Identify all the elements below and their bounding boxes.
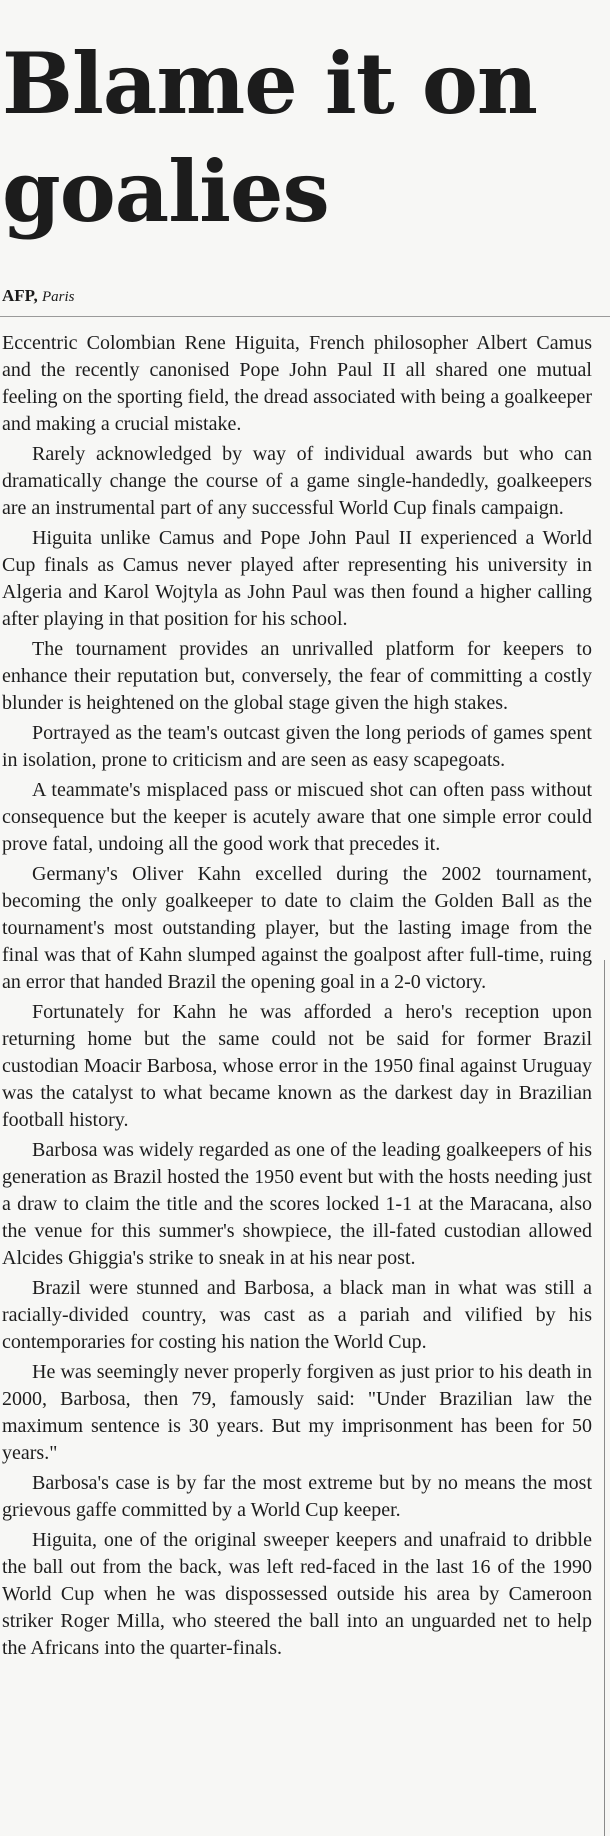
byline-place: Paris — [42, 289, 75, 305]
paragraph: A teammate's misplaced pass or miscued shot can often pass without consequence but the keeper is acutely aware that one simple error could prove fatal, undoing all the good work that precedes it. — [2, 779, 592, 855]
byline-divider — [0, 316, 610, 317]
paragraph: Portrayed as the team's outcast given the long periods of games spent in isolation, prone to criticism and are seen as easy scapegoats. — [2, 722, 592, 771]
paragraph: Higuita, one of the original sweeper keepers and unafraid to dribble the ball out from the back, was left red-faced in the last 16 of the 1990 World Cup when he was dispossessed outside his area by Cameroon striker Roger Milla, who steered the ball into an unguarded net to help the Africans into the quarter-finals. — [2, 1529, 592, 1659]
paragraph: Eccentric Colombian Rene Higuita, French philosopher Albert Camus and the recently canonised Pope John Paul II all shared one mutual feeling on the sporting field, the dread associated with being a goalkeeper and making a crucial mistake. — [2, 332, 592, 435]
paragraph: Barbosa's case is by far the most extreme but by no means the most grievous gaffe committed by a World Cup keeper. — [2, 1472, 592, 1521]
paragraph: He was seemingly never properly forgiven as just prior to his death in 2000, Barbosa, then 79, famously said: "Under Brazilian law the maximum sentence is 30 years. But my imprisonment has been for 50 years." — [2, 1361, 592, 1464]
paragraph: Rarely acknowledged by way of individual awards but who can dramatically change the course of a game single-handedly, goalkeepers are an instrumental part of any successful World Cup finals campaign. — [2, 443, 592, 519]
article-headline: Blame it on goalies — [2, 34, 537, 241]
paragraph: Fortunately for Kahn he was afforded a hero's reception upon returning home but the same could not be said for former Brazil custodian Moacir Barbosa, whose error in the 1950 final against Uruguay was the catalyst to what became known as the darkest day in Brazilian football history. — [2, 1001, 592, 1131]
paragraph: Higuita unlike Camus and Pope John Paul II experienced a World Cup finals as Camus never played after representing his university in Algeria and Karol Wojtyla as John Paul was then found a higher calling after playing in that position for his school. — [2, 527, 592, 630]
column-divider — [604, 960, 605, 1836]
byline — [2, 286, 75, 307]
byline-agency: AFP, — [2, 286, 38, 305]
paragraph: Germany's Oliver Kahn excelled during the 2002 tournament, becoming the only goalkeeper to date to claim the Golden Ball as the tournament's most outstanding player, but the lasting image from the final was that of Kahn slumped against the goalpost after full-time, ruing an error that handed Brazil the opening goal in a 2-0 victory. — [2, 863, 592, 993]
paragraph: Brazil were stunned and Barbosa, a black man in what was still a racially-divided country, was cast as a pariah and vilified by his contemporaries for costing his nation the World Cup. — [2, 1277, 592, 1353]
article-body — [2, 330, 592, 1665]
paragraph: The tournament provides an unrivalled platform for keepers to enhance their reputation but, conversely, the fear of committing a costly blunder is heightened on the global stage given the high stakes. — [2, 638, 592, 714]
paragraph: Barbosa was widely regarded as one of the leading goalkeepers of his generation as Brazil hosted the 1950 event but with the hosts needing just a draw to claim the title and the scores locked 1-1 at the Maracana, also the venue for this summer's showpiece, the ill-fated custodian allowed Alcides Ghiggia's strike to sneak in at his near post. — [2, 1139, 592, 1269]
